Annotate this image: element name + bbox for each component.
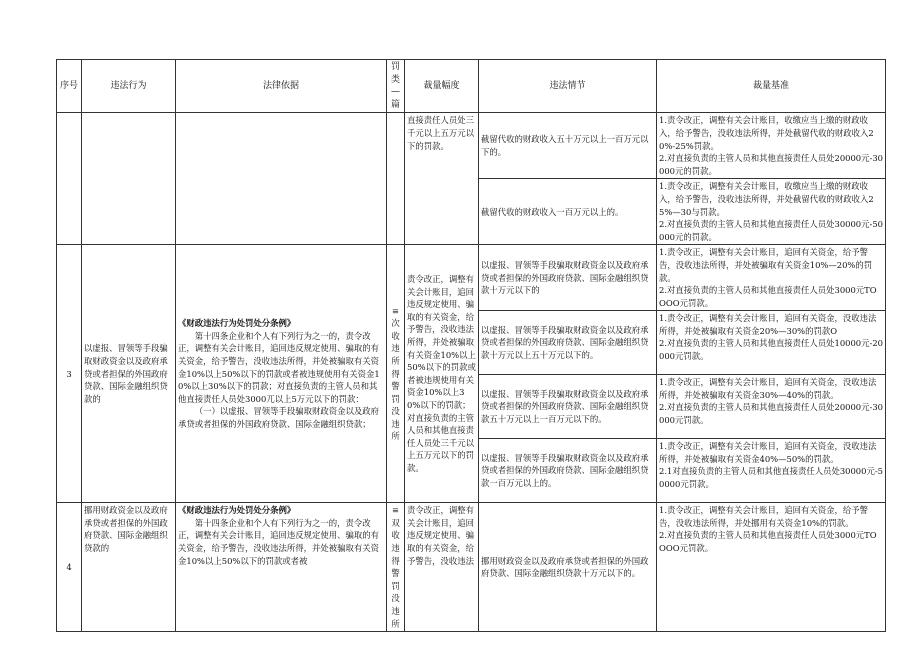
- cell-no: 3: [57, 245, 82, 503]
- header-act: 违法行为: [82, 60, 176, 113]
- law-title: 《财政违法行为处罚处分条例》: [178, 318, 296, 329]
- law-paragraph: （一）以虚报、冒领等手段骗取财政资金以及政府承贷或者担保的外国政府贷款、国际金融组织贷款；: [178, 406, 380, 429]
- basis-item: 2.对直接负责的主管人员和其他直接责任人员处20000元-30000元罚款。: [659, 402, 883, 426]
- cell-basis: [657, 439, 886, 503]
- cell-circumstance: 截留代收的财政收入一百万元以上的。: [479, 179, 657, 245]
- law-paragraph: 第十四条企业和个人有下列行为之一的，责令改正，调整有关会计账目，追回违反规定使用、骗取的有关资金，给予警告，没收违法所得，并处被骗取有关资金10%以上50%以下的罚款或者被违规使用有关资金10%以上30%以下的罚款；对直接负责的主管人员和其他直接责任人员处3000兀以上5万元以下的罚款：: [178, 330, 380, 404]
- cell-circumstance: 挪用财政资金以及政府承贷或者担保的外国政府贷款、国际金融组织贷款十万元以下的。: [479, 503, 657, 632]
- basis-item: 1.责令改正，调整有关会计账目，追回有关资金，没收违法所得，并处被骗取有关资金30%—40%的罚款。: [659, 377, 877, 400]
- header-law: 法律依据: [176, 60, 387, 113]
- basis-item: 1.责令改正，调整有关会计账目，收缴应当上缴的财政收入，给予警告，没收违法所得，并处截留代收的财政收入25%—30与罚款。: [659, 181, 874, 217]
- basis-item: 2.对直接负责的主管人员和其他直接责任人员处3000元TOOOO元罚款。: [659, 530, 877, 554]
- header-no: 序号: [57, 60, 82, 113]
- basis-item: 1.责令改正，调整有关会计账目，追回有关资金，给予警告，没收违法所得，并处被骗取有关资金10%—20%的罚款。: [659, 247, 873, 283]
- cell-no: [57, 113, 82, 245]
- cell-type: [387, 113, 405, 245]
- basis-item: 2.1对直接负责的主管人员和其他直接责任人员处30000元-50000元罚款。: [659, 466, 883, 490]
- basis-item: 2.对直接负责的主管人员和其他直接责任人员处20000元-30000元的罚款。: [659, 153, 883, 176]
- cell-act: 以虚报、冒领等手段骗取财政资金以及政府承贷或者担保的外国政府贷款、国际金融组织贷款的: [82, 245, 176, 503]
- cell-basis: [657, 179, 886, 245]
- table-row: [57, 503, 886, 632]
- cell-basis: [657, 113, 886, 179]
- cell-circumstance: 以虚报、冒领等手段骗取财政资金以及政府承贷或者担保的外国政府贷款、国际金融组织贷款十万元以上五十万元以下的。: [479, 311, 657, 375]
- cell-basis: [657, 375, 886, 439]
- cell-circumstance: 以虚报、冒领等手段骗取财政资金以及政府承贷或者担保的外国政府贷款、国际金融组织贷款五十万元以上一百万元以下的。: [479, 375, 657, 439]
- cell-basis: [657, 503, 886, 632]
- cell-law: [176, 503, 387, 632]
- cell-act: 挪用财政资金以及政府承贷或者担保的外国政府贷款、国际金融组织贷款的: [82, 503, 176, 632]
- law-title: 《财政违法行为处罚处分条例》: [178, 505, 296, 516]
- header-basis: 裁量基准: [657, 60, 886, 113]
- header-range: 裁量幅度: [405, 60, 479, 113]
- penalty-table: [56, 59, 886, 632]
- cell-range: 责令改正，调整有关会计账目，追回违反规定使用、骗取的有关资金，给予警告，没收违法所得，并处被骗取有关资金10%以上50%以下的罚款或者被违规使用有关资金10%以上30%以下的罚款；对直接负责的主管人员和其他直接责任人员处三千元以上五万元以下的罚款。: [405, 245, 479, 503]
- cell-type: ≡双收违得警罚没违所: [387, 503, 405, 632]
- table-row: [57, 113, 886, 179]
- header-circumstance: 违法情节: [479, 60, 657, 113]
- cell-circumstance: 以虚报、冒领等手段骗取财政资金以及政府承贷或者担保的外国政府贷款、国际金融组织贷款十万元以下的: [479, 245, 657, 311]
- cell-act: [82, 113, 176, 245]
- cell-no: 4: [57, 503, 82, 632]
- cell-circumstance: 以虚报、冒领等手段骗取财政资金以及政府承贷或者担保的外国政府贷款、国际金融组织贷款一百万元以上的。: [479, 439, 657, 503]
- basis-item: 2.对直接负责的主管人员和其他直接责任人员处10000元-20000元罚款。: [659, 338, 883, 362]
- cell-circumstance: 截留代收的财政收入五十万元以上一百万元以下的。: [479, 113, 657, 179]
- cell-basis: [657, 245, 886, 311]
- header-type: 罚类—篇: [387, 60, 405, 113]
- law-paragraph: 第十四条企业和个人有下列行为之一的，责令改正，调整有关会计账目，追回违反规定使用、骗取的有关资金，给予警告，没收违法所得，并处被骗取有关资金10%以上50%以下的罚款或者被: [178, 517, 379, 566]
- cell-type: ≡次收违所得警罚没违所: [387, 245, 405, 503]
- basis-item: 1.责令改正，调整有关会计账目，追回有关资金，没收违法所得，并处被骗取有关资金20%—30%的罚款O: [659, 313, 877, 336]
- basis-item: 1.责令改正，调整有关会计账目，追回有关资金，给予警告，没收违法所得，并处挪用有关资金10%的罚款。: [659, 505, 868, 528]
- table-row: [57, 245, 886, 311]
- cell-law: [176, 113, 387, 245]
- basis-item: 1.责令改正，调整有关会计账目，收缴应当上缴的财政收入，给予警告，没收违法所得，并处截留代收的财政收入20%-25%罚款。: [659, 115, 874, 151]
- basis-item: 2.对直接负责的主管人员和其他直接责任人员处30000元-50000元的罚款。: [659, 219, 883, 242]
- basis-item: 2.对直接负责的主管人员和其他直接责任人员处3000元TOOOO元罚款。: [659, 285, 877, 308]
- cell-law: [176, 245, 387, 503]
- header-row: [57, 60, 886, 113]
- cell-basis: [657, 311, 886, 375]
- cell-range: 直接责任人员处三千元以上五万元以下的罚款。: [405, 113, 479, 245]
- basis-item: 1.责令改正，调整有关会计账目，追回有关资金，没收违法所得，并处被骗取有关资金40%—50%的罚款。: [659, 441, 877, 464]
- cell-range: 责令改正，调整有关会计账目，追回违反规定使用、骗取的有关资金，给予警告，没收违法: [405, 503, 479, 632]
